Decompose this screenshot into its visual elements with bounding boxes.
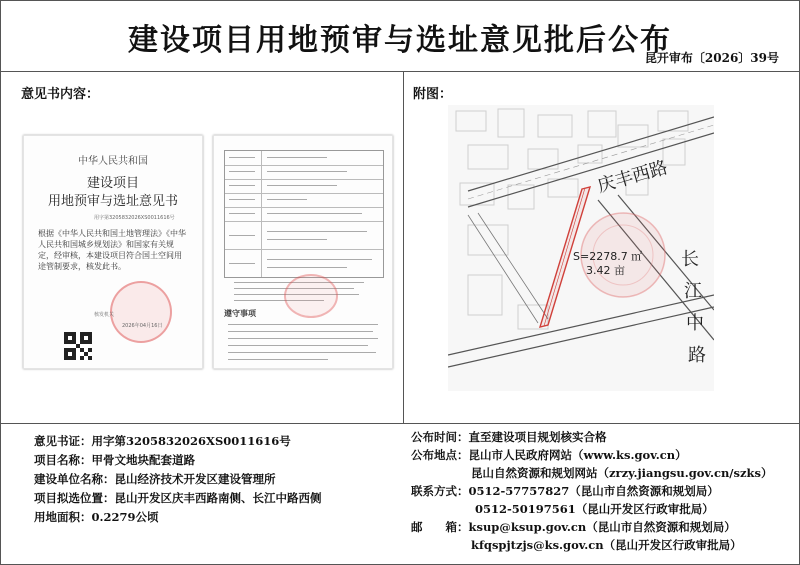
- divider-vertical: [403, 71, 404, 423]
- doc-title-line2: 用地预审与选址意见书: [47, 194, 178, 209]
- opinion-section-label: 意见书内容：: [21, 87, 100, 102]
- contact-row: 联系方式：0512-57757827（昆山市自然资源和规划局）: [411, 484, 719, 498]
- notice-heading: 遵守事项: [224, 309, 256, 318]
- opinion-book-cover-scan: [23, 135, 203, 369]
- doc-body-text: 根据《中华人民共和国土地管理法》《中华人民共和国城乡规划法》和国家有关规定，经审核，本建设项目符合国土空间用途管制要求，核发此书。: [38, 229, 186, 271]
- email-row: 邮 箱：ksup@ksup.gov.cn（昆山市自然资源和规划局）: [411, 520, 736, 534]
- divider-top: [1, 71, 799, 72]
- document-number: 昆开审布〔2026〕39号: [644, 51, 779, 65]
- official-seal-icon: [110, 281, 172, 343]
- official-seal-icon: [284, 274, 338, 318]
- road-label-changjiang-4: 路: [688, 345, 706, 366]
- parcel-area-m2: S=2278.7 ㎡: [573, 250, 643, 263]
- project-name-row: 项目名称：甲骨文地块配套道路: [34, 453, 195, 467]
- contact-phone-2: 0512-50197561（昆山开发区行政审批局）: [475, 502, 714, 516]
- road-label-changjiang-2: 江: [684, 281, 702, 302]
- road-label-changjiang-3: 中: [686, 313, 704, 334]
- publish-place-2[interactable]: 昆山自然资源和规划网站（zrzy.jiangsu.gov.cn/szks）: [471, 466, 773, 480]
- road-label-qingfeng: 庆丰西路: [595, 156, 671, 198]
- publish-place-1[interactable]: 昆山市人民政府网站（www.ks.gov.cn）: [468, 448, 687, 462]
- land-area: 0.2279公顷: [91, 510, 159, 524]
- road-label-changjiang-1: 长: [681, 249, 699, 270]
- page-title: 建设项目用地预审与选址意见批后公布: [128, 23, 672, 58]
- publish-time-row: 公布时间：直至建设项目规划核实合格: [411, 430, 607, 444]
- opinion-number: 用字第3205832026XS0011616号: [91, 434, 291, 448]
- email-1[interactable]: ksup@ksup.gov.cn（昆山市自然资源和规划局）: [468, 520, 736, 534]
- publish-place-row: 公布地点：昆山市人民政府网站（www.ks.gov.cn）: [411, 448, 687, 462]
- doc-date: 2026年04月16日: [122, 323, 163, 329]
- detail-table: [224, 150, 384, 278]
- project-name: 甲骨文地块配套道路: [91, 453, 195, 467]
- opinion-book-detail-scan: [213, 135, 393, 369]
- doc-title-line1: 建设项目: [86, 176, 139, 191]
- publish-time: 直至建设项目规划核实合格: [468, 430, 607, 444]
- land-area-row: 用地面积：0.2279公顷: [34, 510, 159, 524]
- builder-name: 昆山经济技术开发区建设管理所: [114, 472, 276, 486]
- divider-bottom: [1, 423, 799, 424]
- contact-phone-1: 0512-57757827（昆山市自然资源和规划局）: [468, 484, 719, 498]
- email-2[interactable]: kfqspjtzjs@ks.gov.cn（昆山开发区行政审批局）: [471, 538, 742, 552]
- qr-code-icon: [64, 332, 92, 360]
- opinion-number-row: 意见书证：用字第3205832026XS0011616号: [34, 434, 291, 448]
- builder-row: 建设单位名称：昆山经济技术开发区建设管理所: [34, 472, 276, 486]
- parcel-area-mu: 3.42 亩: [586, 264, 625, 277]
- location-row: 项目拟选位置：昆山开发区庆丰西路南侧、长江中路西侧: [34, 491, 322, 505]
- doc-country: 中华人民共和国: [78, 156, 148, 167]
- doc-signer: 核发机关: [94, 312, 115, 318]
- doc-number: 用字第3205832026XS0011616号: [94, 215, 175, 221]
- project-location: 昆山开发区庆丰西路南侧、长江中路西侧: [114, 491, 322, 505]
- attachment-section-label: 附图：: [413, 87, 453, 102]
